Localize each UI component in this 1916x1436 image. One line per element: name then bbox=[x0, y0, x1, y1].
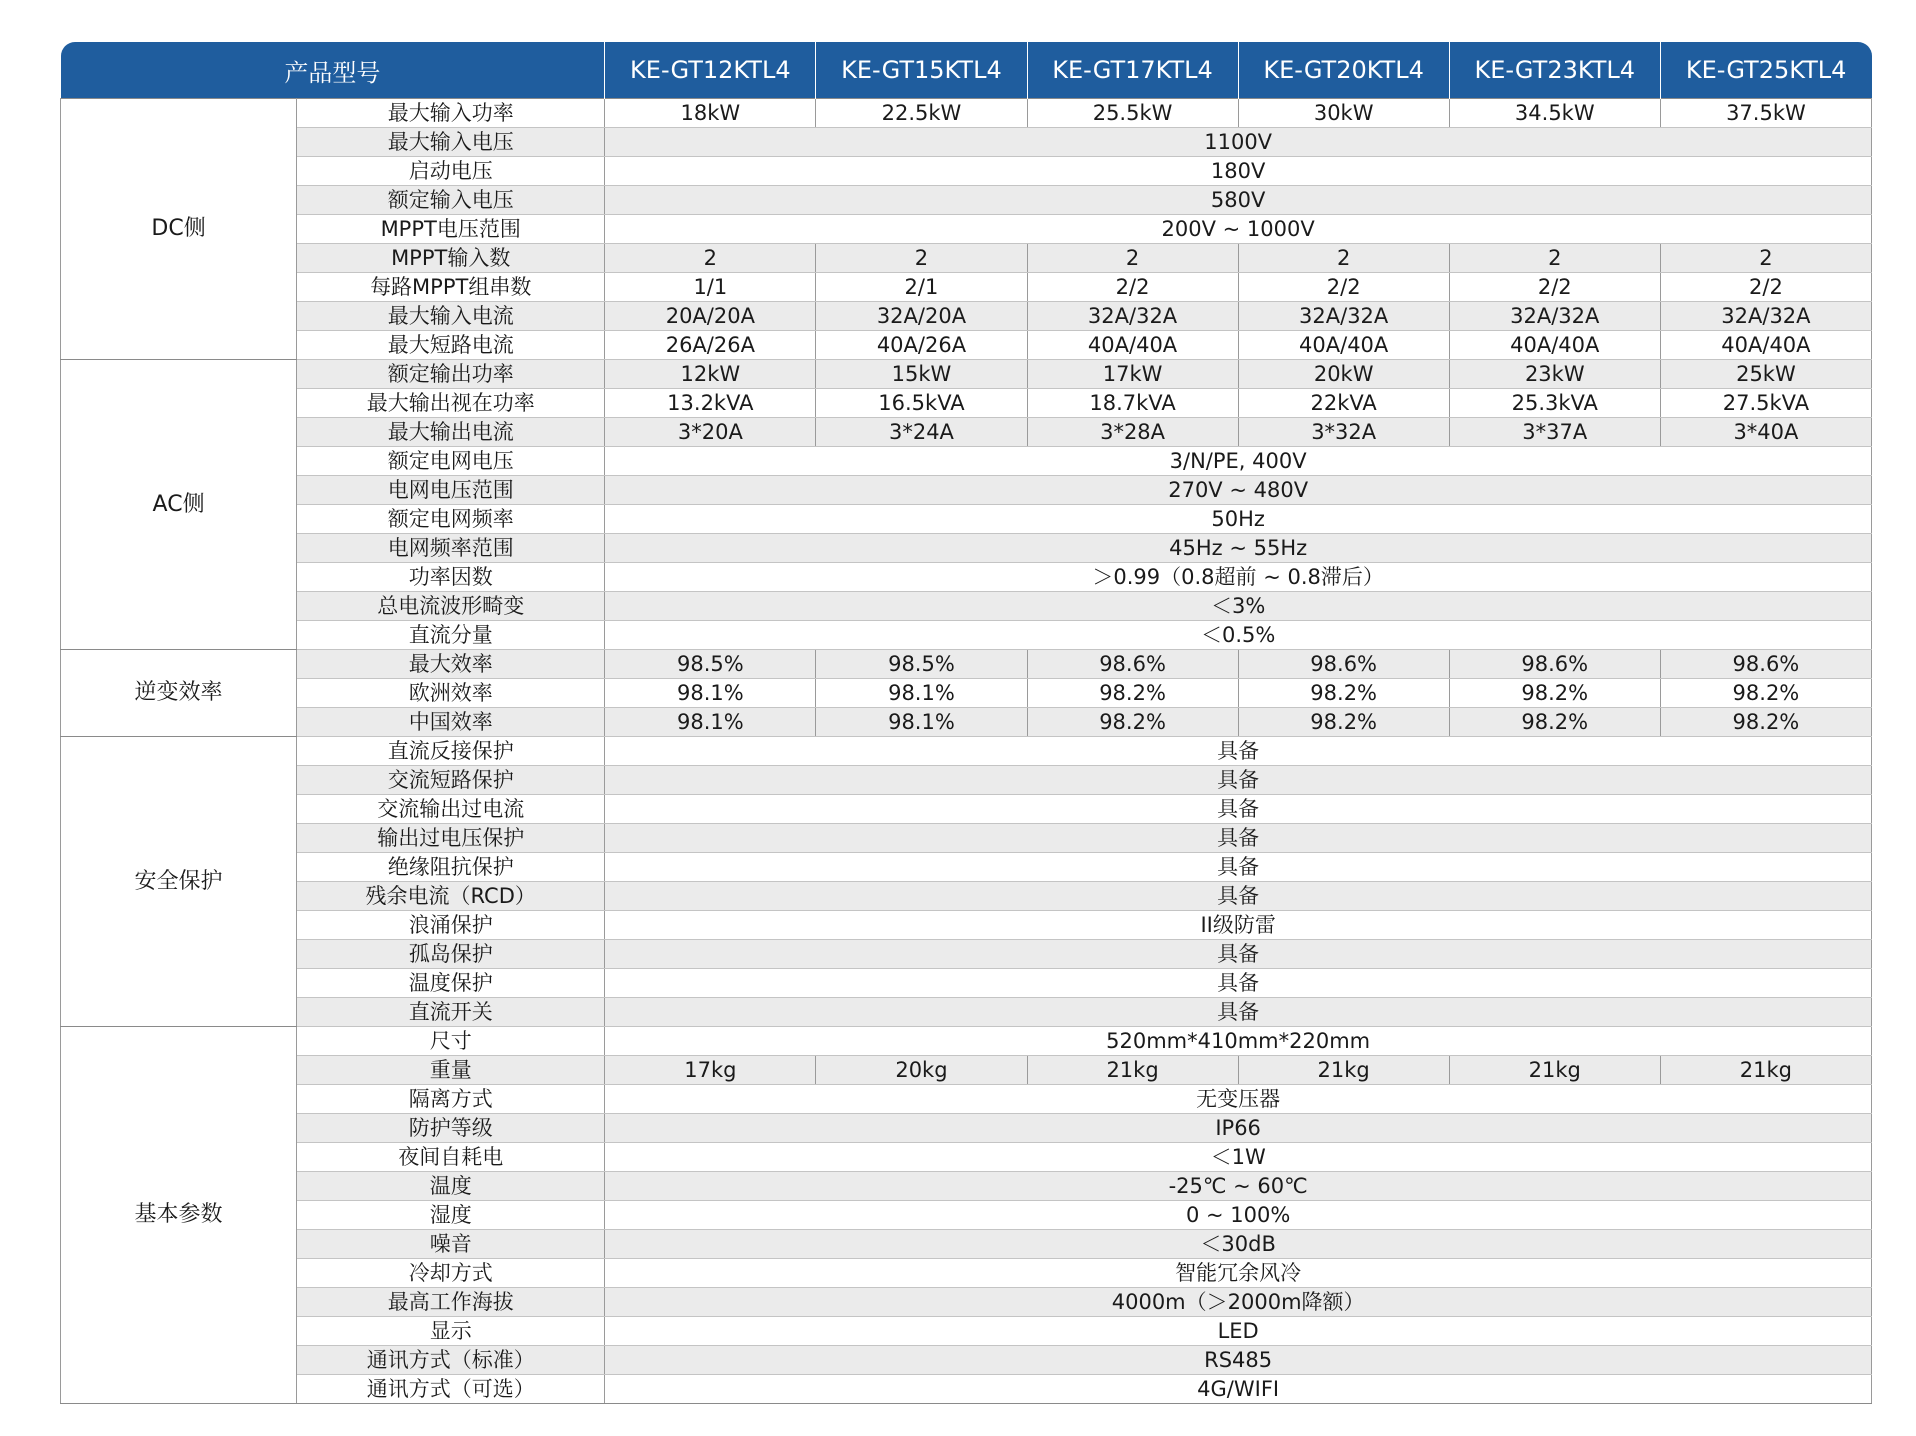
parameter-label: 电网频率范围 bbox=[297, 534, 605, 563]
parameter-label: 通讯方式（可选） bbox=[297, 1375, 605, 1404]
table-row bbox=[61, 273, 1872, 302]
value-cell-merged: 具备 bbox=[605, 766, 1872, 795]
value-cell: 2 bbox=[1238, 244, 1449, 273]
parameter-label: 额定输出功率 bbox=[297, 360, 605, 389]
value-cell: 23kW bbox=[1449, 360, 1660, 389]
header-product-model: 产品型号 bbox=[61, 42, 605, 99]
table-row bbox=[61, 853, 1872, 882]
value-cell: 13.2kVA bbox=[605, 389, 816, 418]
value-cell: 98.5% bbox=[816, 650, 1027, 679]
table-row bbox=[61, 650, 1872, 679]
header-model: KE-GT12KTL4 bbox=[605, 42, 816, 99]
table-row bbox=[61, 244, 1872, 273]
table-row bbox=[61, 795, 1872, 824]
table-row bbox=[61, 389, 1872, 418]
value-cell-merged: ＜1W bbox=[605, 1143, 1872, 1172]
value-cell: 98.6% bbox=[1238, 650, 1449, 679]
value-cell-merged: LED bbox=[605, 1317, 1872, 1346]
value-cell-merged: 0 ~ 100% bbox=[605, 1201, 1872, 1230]
table-row bbox=[61, 128, 1872, 157]
value-cell-merged: ＜0.5% bbox=[605, 621, 1872, 650]
value-cell: 2 bbox=[605, 244, 816, 273]
parameter-label: 最大输出电流 bbox=[297, 418, 605, 447]
parameter-label: 通讯方式（标准） bbox=[297, 1346, 605, 1375]
table-row bbox=[61, 1027, 1872, 1056]
table-row bbox=[61, 708, 1872, 737]
parameter-label: 总电流波形畸变 bbox=[297, 592, 605, 621]
value-cell: 40A/26A bbox=[816, 331, 1027, 360]
value-cell: 98.1% bbox=[816, 708, 1027, 737]
value-cell: 2 bbox=[816, 244, 1027, 273]
parameter-label: 噪音 bbox=[297, 1230, 605, 1259]
parameter-label: 最大输入电流 bbox=[297, 302, 605, 331]
value-cell: 98.2% bbox=[1027, 708, 1238, 737]
value-cell-merged: 520mm*410mm*220mm bbox=[605, 1027, 1872, 1056]
value-cell: 98.1% bbox=[605, 679, 816, 708]
value-cell: 98.6% bbox=[1027, 650, 1238, 679]
value-cell: 98.1% bbox=[605, 708, 816, 737]
parameter-label: 最大输入电压 bbox=[297, 128, 605, 157]
table-row bbox=[61, 418, 1872, 447]
value-cell-merged: 具备 bbox=[605, 853, 1872, 882]
value-cell: 98.2% bbox=[1449, 708, 1660, 737]
value-cell: 2/2 bbox=[1238, 273, 1449, 302]
value-cell: 37.5kW bbox=[1660, 99, 1871, 128]
value-cell-merged: 180V bbox=[605, 157, 1872, 186]
table-row bbox=[61, 940, 1872, 969]
header-model: KE-GT20KTL4 bbox=[1238, 42, 1449, 99]
value-cell: 32A/32A bbox=[1238, 302, 1449, 331]
table-row bbox=[61, 302, 1872, 331]
value-cell-merged: RS485 bbox=[605, 1346, 1872, 1375]
value-cell-merged: 3/N/PE, 400V bbox=[605, 447, 1872, 476]
table-row bbox=[61, 99, 1872, 128]
value-cell: 3*37A bbox=[1449, 418, 1660, 447]
value-cell: 17kg bbox=[605, 1056, 816, 1085]
parameter-label: 启动电压 bbox=[297, 157, 605, 186]
parameter-label: 绝缘阻抗保护 bbox=[297, 853, 605, 882]
table-row bbox=[61, 447, 1872, 476]
value-cell-merged: 具备 bbox=[605, 998, 1872, 1027]
parameter-label: 直流开关 bbox=[297, 998, 605, 1027]
parameter-label: 夜间自耗电 bbox=[297, 1143, 605, 1172]
table-row bbox=[61, 331, 1872, 360]
value-cell: 20kg bbox=[816, 1056, 1027, 1085]
parameter-label: 最高工作海拔 bbox=[297, 1288, 605, 1317]
value-cell: 20kW bbox=[1238, 360, 1449, 389]
parameter-label: 交流短路保护 bbox=[297, 766, 605, 795]
value-cell-merged: 4G/WIFI bbox=[605, 1375, 1872, 1404]
value-cell: 15kW bbox=[816, 360, 1027, 389]
header-model: KE-GT17KTL4 bbox=[1027, 42, 1238, 99]
value-cell: 3*28A bbox=[1027, 418, 1238, 447]
value-cell: 40A/40A bbox=[1238, 331, 1449, 360]
value-cell: 18kW bbox=[605, 99, 816, 128]
value-cell: 98.2% bbox=[1027, 679, 1238, 708]
value-cell-merged: 1100V bbox=[605, 128, 1872, 157]
spec-sheet bbox=[60, 42, 1872, 1404]
value-cell: 98.2% bbox=[1238, 679, 1449, 708]
table-row bbox=[61, 1172, 1872, 1201]
value-cell: 98.2% bbox=[1660, 679, 1871, 708]
value-cell-merged: 4000m（＞2000m降额） bbox=[605, 1288, 1872, 1317]
table-row bbox=[61, 534, 1872, 563]
value-cell: 32A/32A bbox=[1027, 302, 1238, 331]
table-row bbox=[61, 157, 1872, 186]
parameter-label: 湿度 bbox=[297, 1201, 605, 1230]
value-cell: 25.5kW bbox=[1027, 99, 1238, 128]
parameter-label: 冷却方式 bbox=[297, 1259, 605, 1288]
table-row bbox=[61, 186, 1872, 215]
value-cell: 25kW bbox=[1660, 360, 1871, 389]
spec-table bbox=[60, 42, 1872, 1404]
parameter-label: 交流输出过电流 bbox=[297, 795, 605, 824]
value-cell: 2 bbox=[1660, 244, 1871, 273]
value-cell: 21kg bbox=[1027, 1056, 1238, 1085]
value-cell: 22.5kW bbox=[816, 99, 1027, 128]
category-cell: AC侧 bbox=[61, 360, 297, 650]
value-cell-merged: 45Hz ~ 55Hz bbox=[605, 534, 1872, 563]
value-cell: 22kVA bbox=[1238, 389, 1449, 418]
value-cell-merged: 580V bbox=[605, 186, 1872, 215]
parameter-label: 中国效率 bbox=[297, 708, 605, 737]
parameter-label: 最大输入功率 bbox=[297, 99, 605, 128]
value-cell: 26A/26A bbox=[605, 331, 816, 360]
table-row bbox=[61, 1201, 1872, 1230]
table-row bbox=[61, 505, 1872, 534]
value-cell: 2 bbox=[1449, 244, 1660, 273]
value-cell-merged: 具备 bbox=[605, 882, 1872, 911]
parameter-label: 最大输出视在功率 bbox=[297, 389, 605, 418]
category-cell: 安全保护 bbox=[61, 737, 297, 1027]
table-row bbox=[61, 1346, 1872, 1375]
parameter-label: MPPT电压范围 bbox=[297, 215, 605, 244]
value-cell: 17kW bbox=[1027, 360, 1238, 389]
value-cell-merged: 具备 bbox=[605, 940, 1872, 969]
table-row bbox=[61, 1288, 1872, 1317]
value-cell-merged: 具备 bbox=[605, 795, 1872, 824]
value-cell: 21kg bbox=[1449, 1056, 1660, 1085]
parameter-label: 残余电流（RCD） bbox=[297, 882, 605, 911]
value-cell: 98.1% bbox=[816, 679, 1027, 708]
parameter-label: 温度 bbox=[297, 1172, 605, 1201]
value-cell: 16.5kVA bbox=[816, 389, 1027, 418]
table-header bbox=[61, 42, 1872, 99]
value-cell-merged: ＜3% bbox=[605, 592, 1872, 621]
table-row bbox=[61, 882, 1872, 911]
value-cell: 2/1 bbox=[816, 273, 1027, 302]
value-cell: 3*24A bbox=[816, 418, 1027, 447]
value-cell: 98.6% bbox=[1660, 650, 1871, 679]
value-cell: 2 bbox=[1027, 244, 1238, 273]
parameter-label: 额定电网频率 bbox=[297, 505, 605, 534]
parameter-label: 欧洲效率 bbox=[297, 679, 605, 708]
value-cell: 12kW bbox=[605, 360, 816, 389]
value-cell-merged: 无变压器 bbox=[605, 1085, 1872, 1114]
value-cell: 40A/40A bbox=[1449, 331, 1660, 360]
value-cell-merged: ＜30dB bbox=[605, 1230, 1872, 1259]
category-cell: 基本参数 bbox=[61, 1027, 297, 1404]
parameter-label: 额定电网电压 bbox=[297, 447, 605, 476]
table-row bbox=[61, 1317, 1872, 1346]
table-row bbox=[61, 592, 1872, 621]
table-row bbox=[61, 1056, 1872, 1085]
value-cell: 98.5% bbox=[605, 650, 816, 679]
value-cell: 18.7kVA bbox=[1027, 389, 1238, 418]
parameter-label: 电网电压范围 bbox=[297, 476, 605, 505]
table-row bbox=[61, 360, 1872, 389]
parameter-label: 温度保护 bbox=[297, 969, 605, 998]
value-cell: 34.5kW bbox=[1449, 99, 1660, 128]
table-row bbox=[61, 621, 1872, 650]
value-cell: 98.2% bbox=[1660, 708, 1871, 737]
parameter-label: 输出过电压保护 bbox=[297, 824, 605, 853]
value-cell: 20A/20A bbox=[605, 302, 816, 331]
value-cell: 3*20A bbox=[605, 418, 816, 447]
table-row bbox=[61, 215, 1872, 244]
table-row bbox=[61, 1375, 1872, 1404]
parameter-label: 显示 bbox=[297, 1317, 605, 1346]
table-row bbox=[61, 476, 1872, 505]
value-cell: 2/2 bbox=[1449, 273, 1660, 302]
parameter-label: MPPT输入数 bbox=[297, 244, 605, 273]
value-cell: 40A/40A bbox=[1660, 331, 1871, 360]
parameter-label: 防护等级 bbox=[297, 1114, 605, 1143]
header-model: KE-GT15KTL4 bbox=[816, 42, 1027, 99]
table-row bbox=[61, 824, 1872, 853]
table-row bbox=[61, 679, 1872, 708]
value-cell-merged: 具备 bbox=[605, 737, 1872, 766]
table-body bbox=[61, 99, 1872, 1404]
parameter-label: 尺寸 bbox=[297, 1027, 605, 1056]
parameter-label: 最大短路电流 bbox=[297, 331, 605, 360]
value-cell-merged: 具备 bbox=[605, 969, 1872, 998]
category-cell: DC侧 bbox=[61, 99, 297, 360]
parameter-label: 每路MPPT组串数 bbox=[297, 273, 605, 302]
header-row bbox=[61, 42, 1872, 99]
value-cell: 30kW bbox=[1238, 99, 1449, 128]
table-row bbox=[61, 1230, 1872, 1259]
value-cell: 3*40A bbox=[1660, 418, 1871, 447]
value-cell: 21kg bbox=[1660, 1056, 1871, 1085]
parameter-label: 重量 bbox=[297, 1056, 605, 1085]
value-cell-merged: IP66 bbox=[605, 1114, 1872, 1143]
value-cell: 21kg bbox=[1238, 1056, 1449, 1085]
parameter-label: 孤岛保护 bbox=[297, 940, 605, 969]
value-cell: 32A/32A bbox=[1660, 302, 1871, 331]
table-row bbox=[61, 1114, 1872, 1143]
parameter-label: 直流分量 bbox=[297, 621, 605, 650]
value-cell-merged: 具备 bbox=[605, 824, 1872, 853]
header-model: KE-GT23KTL4 bbox=[1449, 42, 1660, 99]
parameter-label: 额定输入电压 bbox=[297, 186, 605, 215]
table-row bbox=[61, 969, 1872, 998]
header-model: KE-GT25KTL4 bbox=[1660, 42, 1871, 99]
category-cell: 逆变效率 bbox=[61, 650, 297, 737]
table-row bbox=[61, 1085, 1872, 1114]
table-row bbox=[61, 1259, 1872, 1288]
value-cell: 1/1 bbox=[605, 273, 816, 302]
value-cell: 25.3kVA bbox=[1449, 389, 1660, 418]
value-cell: 2/2 bbox=[1660, 273, 1871, 302]
value-cell-merged: 200V ~ 1000V bbox=[605, 215, 1872, 244]
table-row bbox=[61, 1143, 1872, 1172]
value-cell-merged: -25℃ ~ 60℃ bbox=[605, 1172, 1872, 1201]
parameter-label: 浪涌保护 bbox=[297, 911, 605, 940]
value-cell: 27.5kVA bbox=[1660, 389, 1871, 418]
value-cell: 2/2 bbox=[1027, 273, 1238, 302]
table-row bbox=[61, 911, 1872, 940]
value-cell: 40A/40A bbox=[1027, 331, 1238, 360]
parameter-label: 直流反接保护 bbox=[297, 737, 605, 766]
value-cell-merged: 270V ~ 480V bbox=[605, 476, 1872, 505]
value-cell: 32A/20A bbox=[816, 302, 1027, 331]
parameter-label: 最大效率 bbox=[297, 650, 605, 679]
value-cell: 98.6% bbox=[1449, 650, 1660, 679]
value-cell-merged: 50Hz bbox=[605, 505, 1872, 534]
value-cell-merged: II级防雷 bbox=[605, 911, 1872, 940]
table-row bbox=[61, 737, 1872, 766]
value-cell-merged: 智能冗余风冷 bbox=[605, 1259, 1872, 1288]
value-cell: 98.2% bbox=[1238, 708, 1449, 737]
parameter-label: 功率因数 bbox=[297, 563, 605, 592]
table-row bbox=[61, 563, 1872, 592]
table-row bbox=[61, 766, 1872, 795]
value-cell-merged: ＞0.99（0.8超前 ~ 0.8滞后） bbox=[605, 563, 1872, 592]
table-row bbox=[61, 998, 1872, 1027]
value-cell: 3*32A bbox=[1238, 418, 1449, 447]
parameter-label: 隔离方式 bbox=[297, 1085, 605, 1114]
value-cell: 32A/32A bbox=[1449, 302, 1660, 331]
value-cell: 98.2% bbox=[1449, 679, 1660, 708]
